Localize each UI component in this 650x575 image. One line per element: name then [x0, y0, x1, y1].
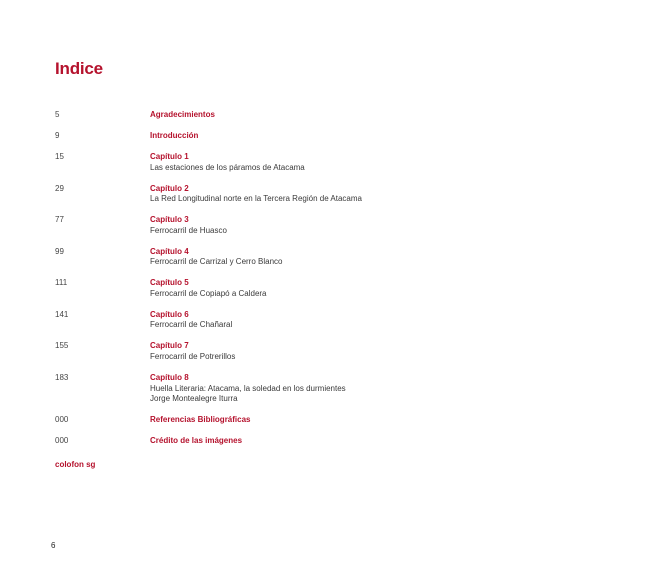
toc-heading: Agradecimientos [150, 110, 215, 119]
toc-heading: Crédito de las imágenes [150, 436, 243, 445]
toc-entry [55, 436, 615, 457]
colofon-note: colofon sg [55, 460, 96, 469]
table-of-contents [55, 110, 615, 457]
toc-page-number: 29 [55, 183, 64, 193]
toc-page-number: 000 [55, 436, 69, 445]
toc-page-number: 5 [55, 110, 60, 119]
toc-entry [55, 247, 615, 279]
toc-heading: Referencias Bibliográficas [150, 415, 251, 424]
toc-entry [55, 278, 615, 310]
page-number: 6 [51, 541, 56, 550]
toc-heading: Capítulo 3 [150, 215, 189, 224]
toc-page-number: 141 [55, 309, 69, 319]
toc-entry [55, 310, 615, 342]
toc-heading: Capítulo 4 [150, 246, 189, 256]
toc-entry [55, 341, 615, 373]
toc-heading: Introducción [150, 131, 199, 140]
toc-heading: Capítulo 7 [150, 341, 189, 350]
toc-page-number: 99 [55, 246, 64, 256]
toc-heading: Capítulo 8 [150, 373, 189, 382]
toc-heading: Capítulo 1 [150, 152, 189, 161]
toc-entry [55, 184, 615, 216]
toc-heading: Capítulo 5 [150, 278, 189, 287]
toc-entry [55, 415, 615, 436]
toc-subtitle: Ferrocarril de Potrerillos [150, 351, 236, 361]
toc-entry [55, 215, 615, 247]
toc-entry [55, 373, 615, 415]
toc-subtitle: Ferrocarril de Chañaral [150, 320, 233, 329]
toc-page-number: 111 [55, 278, 68, 287]
toc-page-number: 000 [55, 415, 69, 424]
toc-entry [55, 110, 615, 131]
toc-page-number: 9 [55, 131, 60, 140]
toc-heading: Capítulo 2 [150, 183, 189, 193]
toc-subtitle: Ferrocarril de Huasco [150, 225, 227, 235]
toc-author: Jorge Montealegre Iturra [150, 394, 238, 403]
toc-subtitle: Ferrocarril de Carrizal y Cerro Blanco [150, 257, 283, 266]
toc-entry [55, 152, 615, 184]
toc-subtitle: La Red Longitudinal norte en la Tercera Región de Atacama [150, 194, 362, 203]
page-title: Indice [55, 59, 103, 78]
toc-heading: Capítulo 6 [150, 309, 189, 319]
toc-page-number: 183 [55, 373, 69, 382]
toc-entry [55, 131, 615, 152]
toc-page-number: 77 [55, 215, 64, 224]
toc-page-number: 15 [55, 152, 64, 161]
toc-page-number: 155 [55, 341, 69, 350]
toc-subtitle: Ferrocarril de Copiapó a Caldera [150, 288, 267, 298]
toc-subtitle: Las estaciones de los páramos de Atacama [150, 162, 305, 172]
toc-subtitle: Huella Literaria: Atacama, la soledad en los durmientes [150, 383, 346, 393]
